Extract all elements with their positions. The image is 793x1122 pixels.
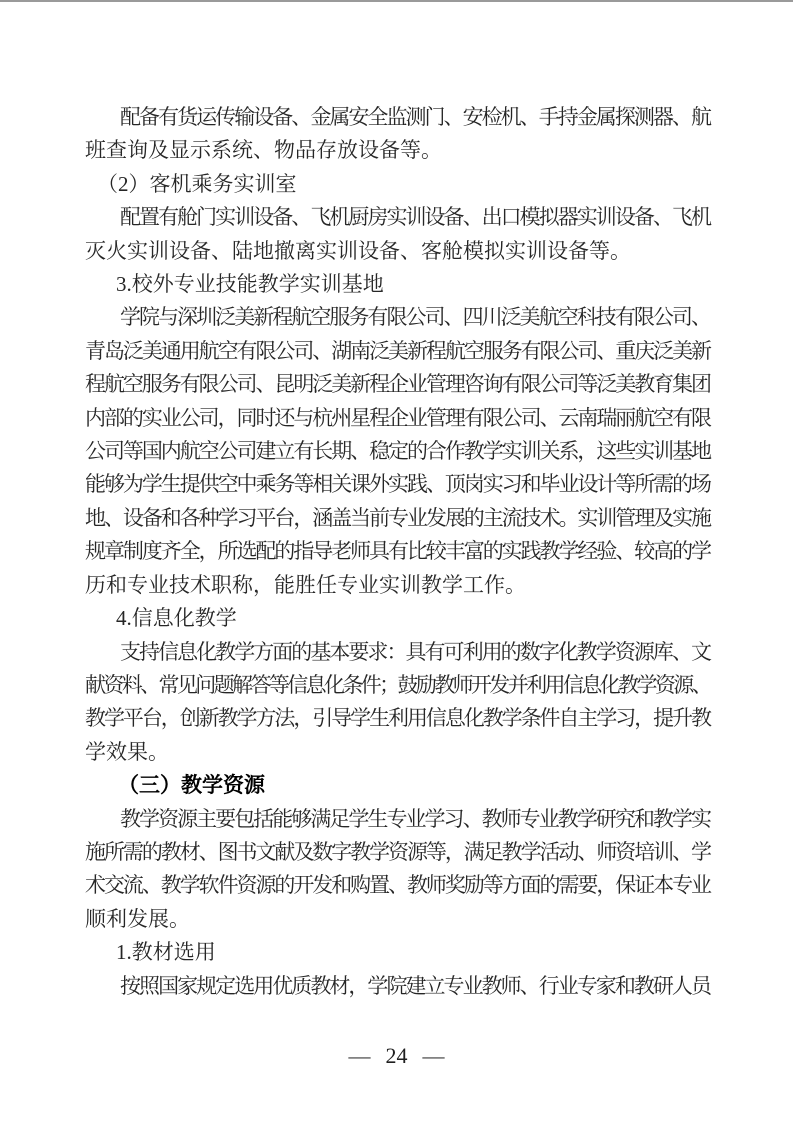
page-body-text <box>85 101 710 1003</box>
paragraph <box>85 101 710 168</box>
text-line: 规章制度齐全，所选配的指导老师具有比较丰富的实践教学经验、较高的学 <box>85 539 710 564</box>
text-line: 程航空服务有限公司、昆明泛美新程企业管理咨询有限公司等泛美教育集团 <box>85 372 710 397</box>
paragraph <box>85 301 710 602</box>
numbered-heading <box>85 268 710 301</box>
text-line: 3.校外专业技能教学实训基地 <box>116 272 384 297</box>
text-line: 地、设备和各种学习平台，涵盖当前专业发展的主流技术。实训管理及实施 <box>85 505 710 530</box>
paragraph <box>85 803 710 937</box>
text-line: 配备有货运传输设备、金属安全监测门、安检机、手持金属探测器、航 <box>120 105 710 129</box>
numbered-heading <box>85 936 710 969</box>
text-line: 教学资源主要包括能够满足学生专业学习、教师专业教学研究和教学实 <box>120 806 710 831</box>
text-line: 献资料、常见问题解答等信息化条件；鼓励教师开发并利用信息化教学资源、 <box>85 672 710 697</box>
sub-heading <box>85 168 710 201</box>
text-line: 公司等国内航空公司建立有长期、稳定的合作教学实训关系，这些实训基地 <box>85 439 710 464</box>
numbered-heading <box>85 602 710 635</box>
footer-dash-right: — <box>422 1043 445 1068</box>
text-line: 术交流、教学软件资源的开发和购置、教师奖励等方面的需要，保证本专业 <box>85 873 710 898</box>
text-line: （2）客机乘务实训室 <box>97 171 297 196</box>
text-line: 支持信息化教学方面的基本要求：具有可利用的数字化教学资源库、文 <box>120 639 710 664</box>
text-line: 内部的实业公司，同时还与杭州星程企业管理有限公司、云南瑞丽航空有限 <box>85 405 710 430</box>
page-footer <box>0 1043 793 1069</box>
text-line: 施所需的教材、图书文献及数字教学资源等，满足教学活动、师资培训、学 <box>85 839 710 864</box>
text-line: 灭火实训设备、陆地撤离实训设备、客舱模拟实训设备等。 <box>85 238 631 263</box>
section-heading <box>85 769 710 802</box>
text-line: 学效果。 <box>85 739 169 764</box>
text-line: 历和专业技术职称，能胜任专业实训教学工作。 <box>85 572 526 597</box>
footer-dash-left: — <box>348 1043 371 1068</box>
paragraph <box>85 636 710 770</box>
text-line: 4.信息化教学 <box>116 606 237 631</box>
text-line: 教学平台，创新教学方法，引导学生利用信息化教学条件自主学习，提升教 <box>85 706 710 731</box>
text-line: 青岛泛美通用航空有限公司、湖南泛美新程航空服务有限公司、重庆泛美新 <box>85 338 710 363</box>
text-line: 学院与深圳泛美新程航空服务有限公司、四川泛美航空科技有限公司、 <box>120 305 710 330</box>
paragraph <box>85 201 710 268</box>
text-line: 按照国家规定选用优质教材，学院建立专业教师、行业专家和教研人员 <box>120 973 710 998</box>
text-line: 顺利发展。 <box>85 906 190 931</box>
paragraph <box>85 970 710 1003</box>
page-number: 24 <box>385 1043 408 1068</box>
text-line: （三）教学资源 <box>118 773 265 798</box>
text-line: 能够为学生提供空中乘务等相关课外实践、顶岗实习和毕业设计等所需的场 <box>85 472 710 497</box>
text-line: 1.教材选用 <box>116 940 216 965</box>
text-line: 配置有舱门实训设备、飞机厨房实训设备、出口模拟器实训设备、飞机 <box>120 205 710 230</box>
text-line: 班查询及显示系统、物品存放设备等。 <box>85 138 442 163</box>
